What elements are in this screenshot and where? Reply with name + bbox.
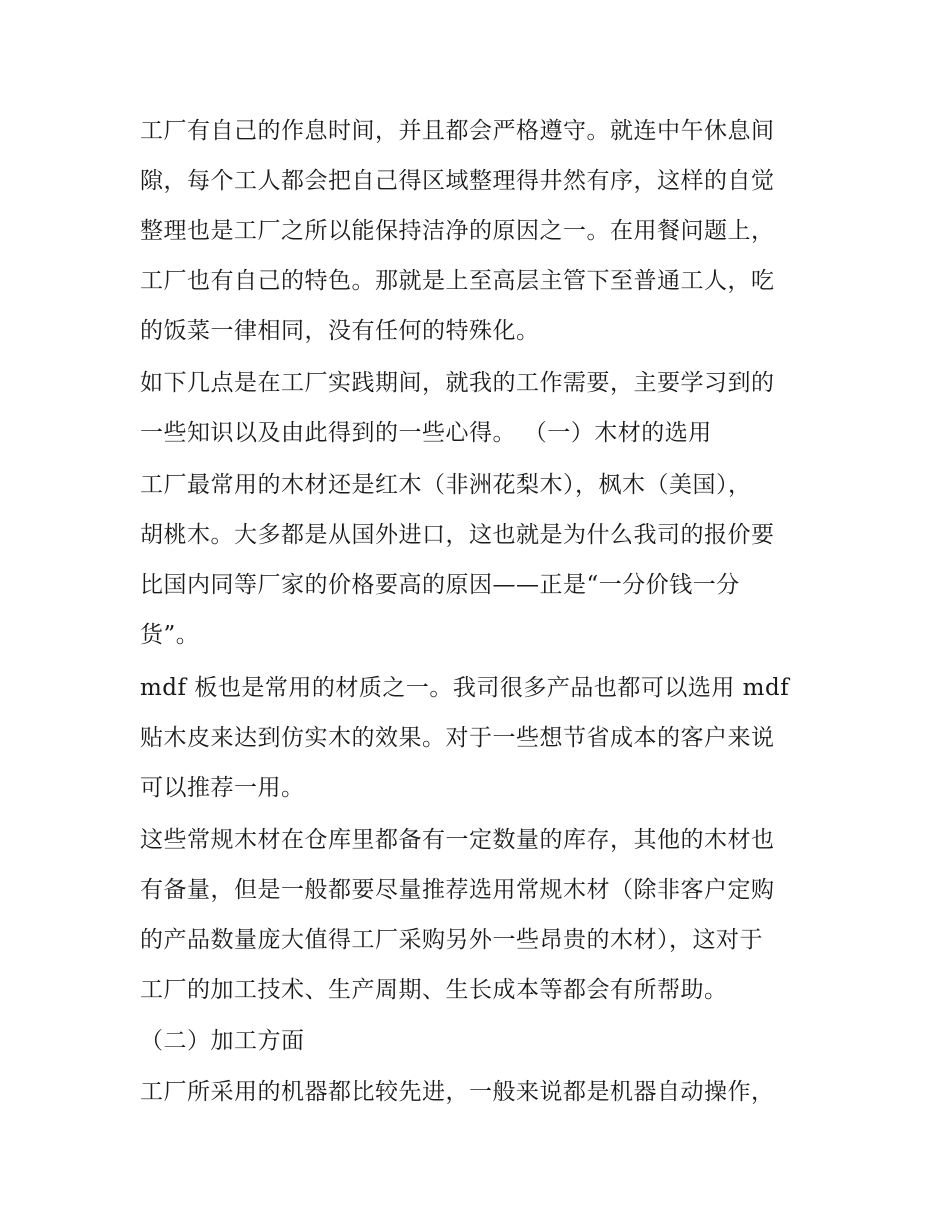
text-line: 工厂的加工技术、生产周期、生长成本等都会有所帮助。 xyxy=(140,977,728,1003)
text-line: 整理也是工厂之所以能保持洁净的原因之一。在用餐问题上， xyxy=(140,218,775,244)
section-heading: （二）加工方面 xyxy=(140,1028,305,1054)
text-line: 有备量，但是一般都要尽量推荐选用常规木材（除非客户定购 xyxy=(140,877,775,903)
text-line: 比国内同等厂家的价格要高的原因——正是“一分价钱一分 xyxy=(140,572,740,598)
text-line: 的饭菜一律相同，没有任何的特殊化。 xyxy=(140,318,540,344)
text-line: 工厂所采用的机器都比较先进，一般来说都是机器自动操作， xyxy=(140,1079,775,1105)
text-line: 可以推荐一用。 xyxy=(140,775,305,801)
text-line: 隙，每个工人都会把自己得区域整理得井然有序，这样的自觉 xyxy=(140,168,775,194)
text-line: 这些常规木材在仓库里都备有一定数量的库存，其他的木材也 xyxy=(140,827,775,853)
text-line: 贴木皮来达到仿实木的效果。对于一些想节省成本的客户来说 xyxy=(140,725,775,751)
text-line: mdf 板也是常用的材质之一。我司很多产品也都可以选用 mdf xyxy=(140,675,790,701)
text-line: 工厂有自己的作息时间，并且都会严格遵守。就连中午休息间 xyxy=(140,118,775,144)
text-line: 一些知识以及由此得到的一些心得。 （一）木材的选用 xyxy=(140,420,712,446)
text-line: 的产品数量庞大值得工厂采购另外一些昂贵的木材），这对于 xyxy=(140,927,763,953)
text-line: 货”。 xyxy=(140,622,200,648)
text-line: 如下几点是在工厂实践期间，就我的工作需要，主要学习到的 xyxy=(140,370,775,396)
text-line: 工厂也有自己的特色。那就是上至高层主管下至普通工人，吃 xyxy=(140,268,775,294)
text-line: 工厂最常用的木材还是红木（非洲花梨木），枫木（美国）， xyxy=(140,472,752,498)
text-line: 胡桃木。大多都是从国外进口，这也就是为什么我司的报价要 xyxy=(140,522,775,548)
